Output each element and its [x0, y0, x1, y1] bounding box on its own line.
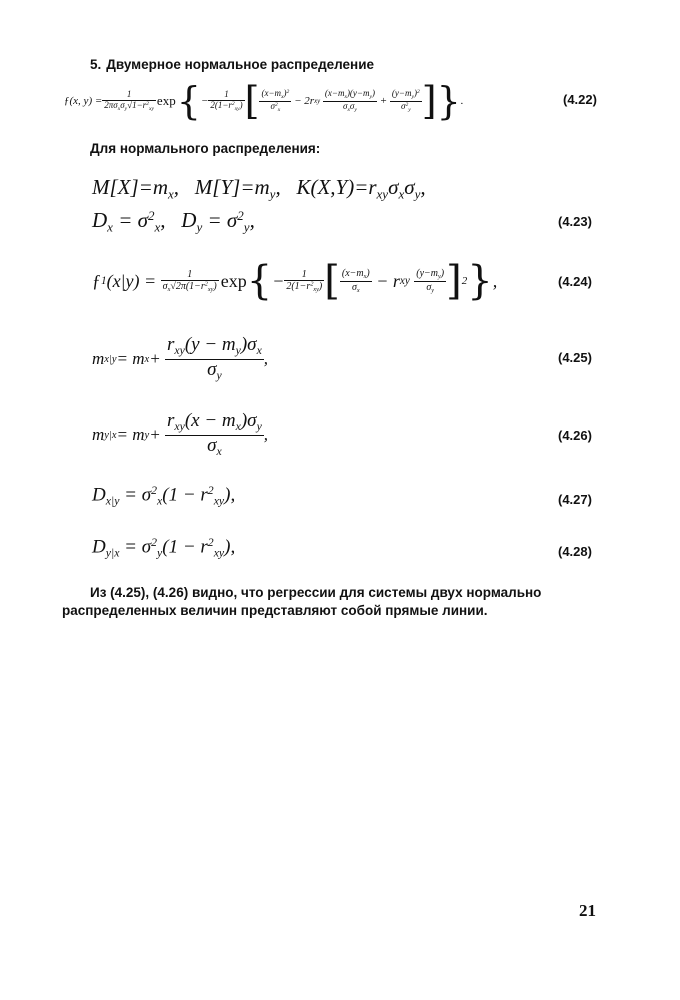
equation-4-24: ƒ 1 (x|y) = $\frac{1}{\sigma_x√2\pi(1-r^2_{xy})}$ exp { − $\frac{1}{2(1-r^2_{xy})}$ [ $\frac{(x-m_x)}{\sigma_x}$ − r xy $\frac{(y-m_y)}{\sigma_y}$ ] 2 } , — [92, 258, 498, 304]
equation-4-25: m x|y = m x + $\frac{r_{xy}(y - m_y)\sigma_x}{\sigma_y}$ , — [92, 334, 269, 382]
conclusion-line-1: Из (4.25), (4.26) видно, что регрессии для системы двух нормально — [90, 585, 542, 600]
section-heading — [90, 57, 374, 72]
equation-number-4-28: (4.28) — [558, 544, 592, 559]
intro-text: Для нормального распределения: — [90, 141, 321, 156]
section-number: 5. — [90, 57, 102, 72]
equation-4-23-line-2: $D_x = \sigma^2_x$, $D_y = \sigma^2_y$, — [92, 208, 255, 235]
conclusion-line-2: распределенных величин представляют собой прямые линии. — [62, 603, 488, 618]
equation-number-4-23: (4.23) — [558, 214, 592, 229]
equation-4-22: ƒ ( x, y ) = $\frac{1}{2\pi\sigma_x\sigma_y√1-r^2_{xy}}$ exp { − $\frac{1}{2(1-r^2_{xy})}$ [ $\frac{(x-m_x)^2}{\sigma^2_x}$ − 2r xy $\frac{(x-m_x)(y-m_y)}{\sigma_x\sigma_y}$ + $\frac{(y-m_y)^2}{\sigma^2_y}$ ] } . — [64, 79, 464, 123]
page-number: 21 — [579, 901, 596, 920]
equation-4-26: m y|x = m y + $\frac{r_{xy}(x - m_x)\sigma_y}{\sigma_x}$ , — [92, 410, 269, 458]
equation-number-4-22: (4.22) — [563, 92, 597, 107]
equation-number-4-24: (4.24) — [558, 274, 592, 289]
equation-number-4-26: (4.26) — [558, 428, 592, 443]
equation-4-27: $D_{x|y} = \sigma^2_x(1 - r^2_{xy})$, — [92, 484, 236, 508]
equation-number-4-27: (4.27) — [558, 492, 592, 507]
equation-4-23-line-1: $M[X]=m_x$, $M[Y]=m_y$, $K(X,Y)=r_{xy}\sigma_x\sigma_y$, — [92, 175, 426, 202]
equation-number-4-25: (4.25) — [558, 350, 592, 365]
section-title: Двумерное нормальное распределение — [106, 57, 375, 72]
equation-4-28: $D_{y|x} = \sigma^2_y(1 - r^2_{xy})$, — [92, 536, 236, 560]
